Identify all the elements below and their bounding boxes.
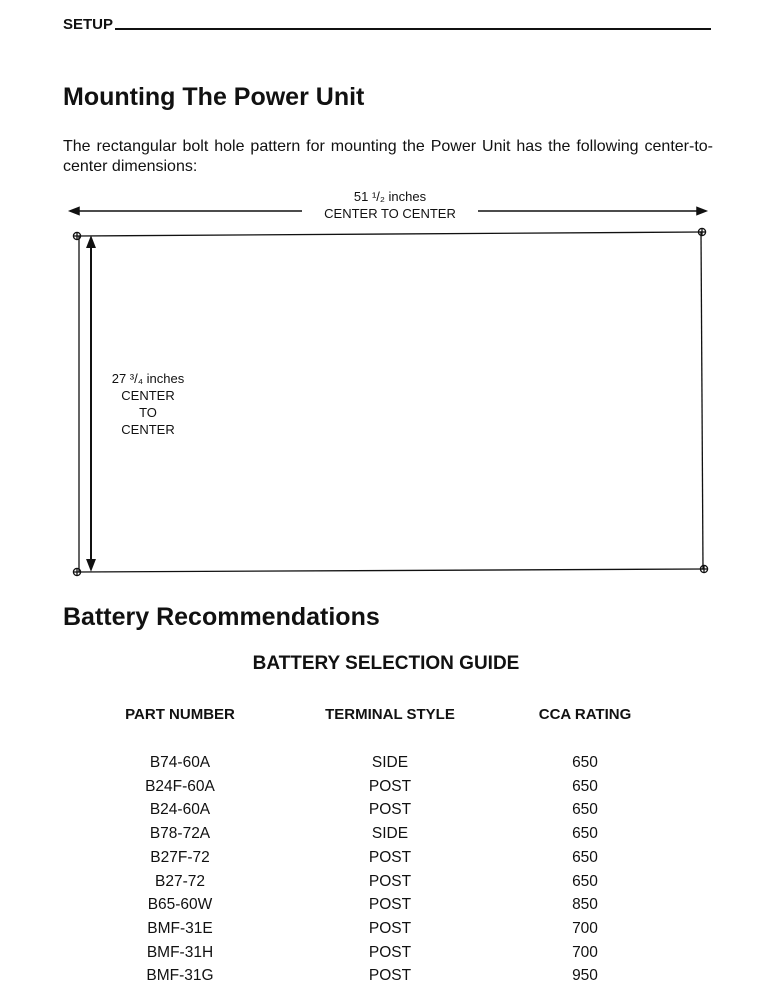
- battery-table: [90, 705, 670, 988]
- cell-terminal-style: POST: [368, 943, 412, 961]
- cell-cca-rating: 700: [572, 919, 598, 937]
- table-row: [90, 846, 670, 870]
- height-dimension-label: [98, 370, 198, 438]
- mounting-title: Mounting The Power Unit: [63, 83, 365, 111]
- table-row: [90, 893, 670, 917]
- battery-title: Battery Recommendations: [63, 603, 380, 631]
- cell-terminal-style: POST: [368, 896, 412, 914]
- width-dimension-value: 51 ¹/₂ inches: [353, 189, 427, 204]
- height-dimension-line2: TO: [139, 405, 157, 420]
- cell-cca-rating: 850: [572, 896, 598, 914]
- battery-guide-title: BATTERY SELECTION GUIDE: [252, 653, 520, 674]
- width-dimension-text: CENTER TO CENTER: [324, 206, 456, 221]
- cell-part-number: B24F-60A: [145, 777, 215, 795]
- column-header-part-number: PART NUMBER: [125, 706, 235, 723]
- cell-part-number: BMF-31H: [146, 943, 214, 961]
- cell-cca-rating: 650: [572, 848, 598, 866]
- width-dimension-label: [290, 188, 490, 222]
- cell-terminal-style: POST: [368, 777, 412, 795]
- cell-part-number: B27-72: [155, 872, 205, 890]
- height-dimension-value: 27 ³/₄ inches: [111, 371, 185, 386]
- cell-part-number: B78-72A: [149, 825, 211, 843]
- table-row: [90, 964, 670, 988]
- cell-terminal-style: POST: [368, 801, 412, 819]
- cell-terminal-style: POST: [368, 848, 412, 866]
- height-dimension-arrow: [88, 238, 95, 569]
- cell-cca-rating: 650: [572, 825, 598, 843]
- bolt-hole-icon: [700, 565, 707, 572]
- table-header: [90, 705, 670, 725]
- cell-part-number: BMF-31E: [147, 919, 213, 937]
- cell-terminal-style: POST: [368, 872, 412, 890]
- cell-cca-rating: 650: [572, 801, 598, 819]
- cell-terminal-style: POST: [368, 919, 412, 937]
- cell-terminal-style: SIDE: [371, 825, 409, 843]
- cell-part-number: B74-60A: [149, 754, 211, 771]
- mounting-intro: The rectangular bolt hole pattern for mounting the Power Unit has the following center-to-center dimensions:: [63, 138, 713, 175]
- cell-terminal-style: SIDE: [371, 754, 409, 771]
- bolt-hole-icon: [73, 568, 80, 575]
- table-row: [90, 870, 670, 894]
- table-row: [90, 775, 670, 799]
- cell-cca-rating: 950: [572, 967, 598, 985]
- cell-terminal-style: POST: [368, 967, 412, 985]
- cell-cca-rating: 650: [572, 777, 598, 795]
- height-dimension-line1: CENTER: [121, 388, 175, 403]
- bolt-hole-icon: [698, 228, 705, 235]
- column-header-terminal-style: TERMINAL STYLE: [325, 706, 455, 723]
- table-row: [90, 917, 670, 941]
- table-row: [90, 751, 670, 775]
- cell-part-number: B27F-72: [150, 848, 210, 866]
- table-row: [90, 822, 670, 846]
- table-row: [90, 941, 670, 965]
- column-header-cca-rating: CCA RATING: [538, 706, 632, 723]
- bolt-hole-icon: [73, 232, 80, 239]
- section-label: SETUP: [63, 16, 114, 33]
- table-row: [90, 798, 670, 822]
- table-body: [90, 751, 670, 988]
- cell-part-number: B24-60A: [149, 801, 211, 819]
- cell-part-number: B65-60W: [147, 896, 213, 914]
- cell-cca-rating: 650: [572, 872, 598, 890]
- cell-part-number: BMF-31G: [146, 967, 214, 985]
- cell-cca-rating: 650: [572, 754, 598, 771]
- cell-cca-rating: 700: [572, 943, 598, 961]
- height-dimension-line3: CENTER: [121, 422, 175, 437]
